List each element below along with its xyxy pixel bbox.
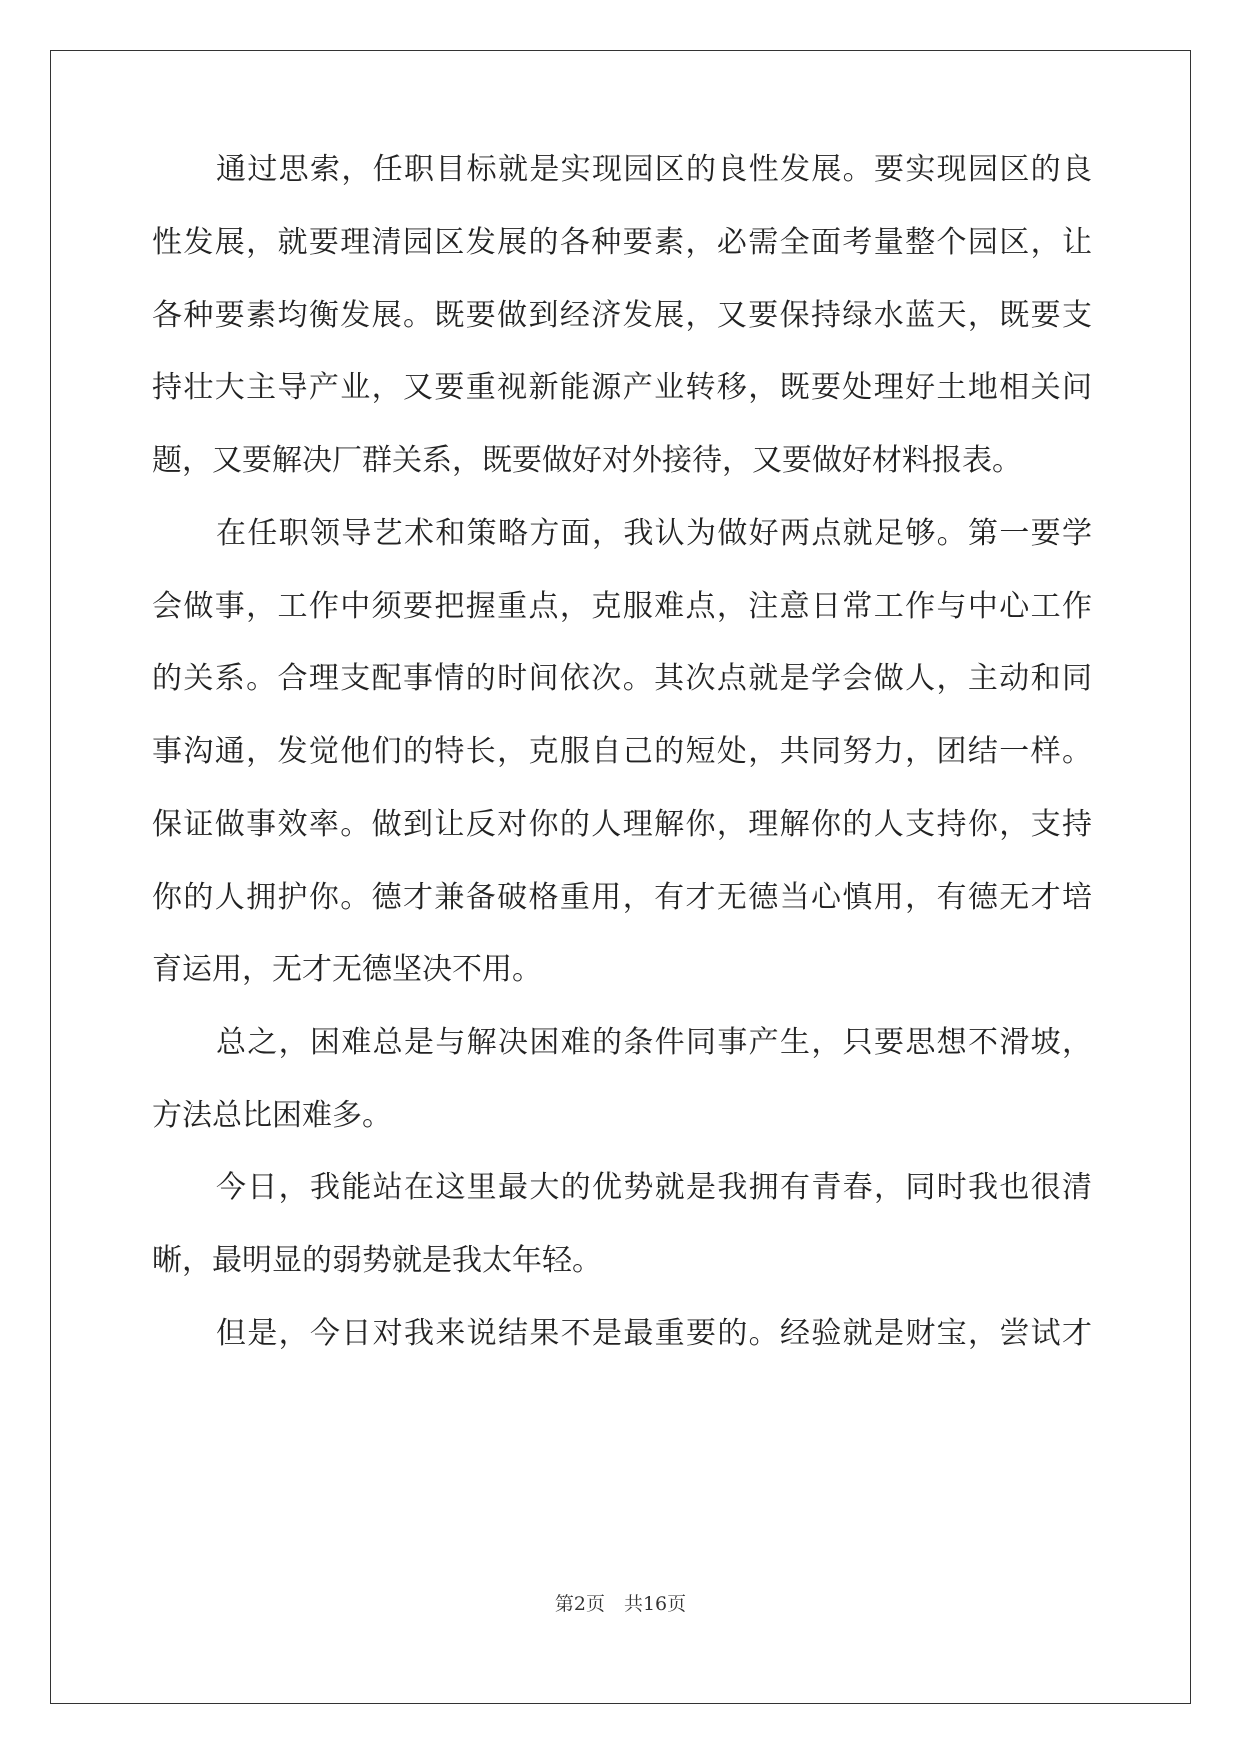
text-line: 性发展，就要理清园区发展的各种要素，必需全面考量整个园区，让 <box>152 225 1092 260</box>
text-line: 会做事，工作中须要把握重点，克服难点，注意日常工作与中心工作 <box>152 589 1092 624</box>
text-line: 题，又要解决厂群关系，既要做好对外接待，又要做好材料报表。 <box>152 443 1022 478</box>
text-line: 总之，困难总是与解决困难的条件同事产生，只要思想不滑坡， <box>216 1025 1092 1060</box>
text-line: 保证做事效率。做到让反对你的人理解你，理解你的人支持你，支持 <box>152 807 1092 842</box>
text-line: 但是，今日对我来说结果不是最重要的。经验就是财宝，尝试才 <box>216 1316 1092 1351</box>
text-line: 的关系。合理支配事情的时间依次。其次点就是学会做人，主动和同 <box>152 661 1092 696</box>
text-line: 今日，我能站在这里最大的优势就是我拥有青春，同时我也很清 <box>216 1170 1092 1205</box>
text-line: 事沟通，发觉他们的特长，克服自己的短处，共同努力，团结一样。 <box>152 734 1092 769</box>
text-line: 在任职领导艺术和策略方面，我认为做好两点就足够。第一要学 <box>216 516 1092 551</box>
text-line: 各种要素均衡发展。既要做到经济发展，又要保持绿水蓝天，既要支 <box>152 298 1092 333</box>
text-line: 通过思索，任职目标就是实现园区的良性发展。要实现园区的良 <box>216 152 1092 187</box>
text-line: 方法总比困难多。 <box>152 1098 392 1133</box>
text-line: 晰，最明显的弱势就是我太年轻。 <box>152 1243 602 1278</box>
text-line: 持壮大主导产业，又要重视新能源产业转移，既要处理好土地相关问 <box>152 370 1092 405</box>
text-line: 你的人拥护你。德才兼备破格重用，有才无德当心慎用，有德无才培 <box>152 880 1092 915</box>
page-footer: 第2页 共16页 <box>554 1593 687 1615</box>
text-line: 育运用，无才无德坚决不用。 <box>152 952 542 987</box>
